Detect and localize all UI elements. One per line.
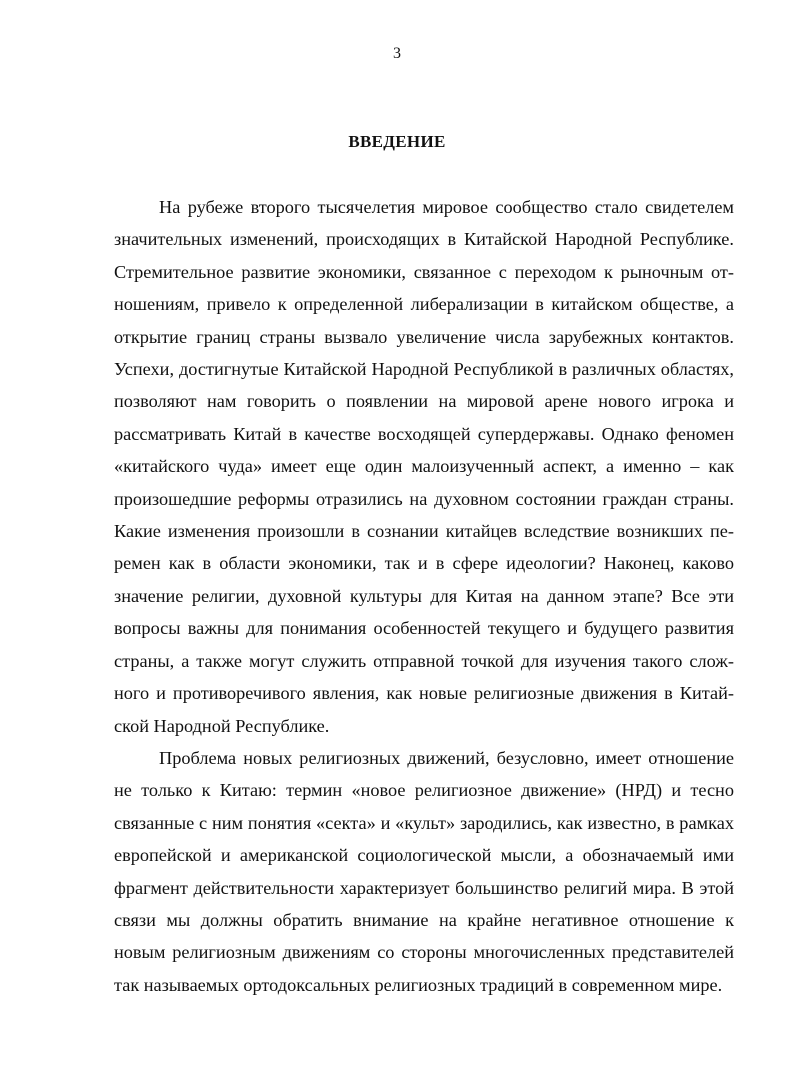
paragraph-1: На рубеже второго тысячелетия мировое сообщество стало свидетелем значительных изменений, происходящих в Китайской Народной Республике. Стремительное развитие экономики, связанное с переходом к рыночным отношениям, привело к определенной либерализации в китайском обществе, а открытие границ страны вызвало увеличение числа зарубежных контактов. Успехи, достигнутые Китайской Народной Республикой в различных областях, позволяют нам говорить о появлении на мировой арене нового игрока и рассматривать Китай в качестве восходящей супердержавы. Однако феномен «китайского чуда» имеет еще один малоизученный аспект, а именно – как произошедшие реформы отразились на духовном состоянии граждан страны. Какие изменения произошли в сознании китайцев вследствие возникших перемен как в области экономики, так и в сфере идеологии? Наконец, каково значение религии, духовной культуры для Китая на данном этапе? Все эти вопросы важны для понимания особенностей текущего и будущего развития страны, а также могут служить отправной точкой для изучения такого сложного и противоречивого явления, как новые религиозные движения в Китайской Народной Республике. <box>114 197 734 736</box>
page-number: 3 <box>393 45 401 62</box>
body-text <box>114 191 734 1001</box>
paragraph-2: Проблема новых религиозных движений, безусловно, имеет отношение не только к Китаю: термин «новое религиозное движение» (НРД) и тесно связанные с ним понятия «секта» и «культ» зародились, как известно, в рамках европейской и американской социологической мысли, а обозначаемый ими фрагмент действительности характеризует большинство религий мира. В этой связи мы должны обратить внимание на крайне негативное отношение к новым религиозным движениям со стороны многочисленных представителей так называемых ортодоксальных религиозных традиций в современном мире. <box>114 747 734 995</box>
section-heading: ВВЕДЕНИЕ <box>348 132 446 151</box>
